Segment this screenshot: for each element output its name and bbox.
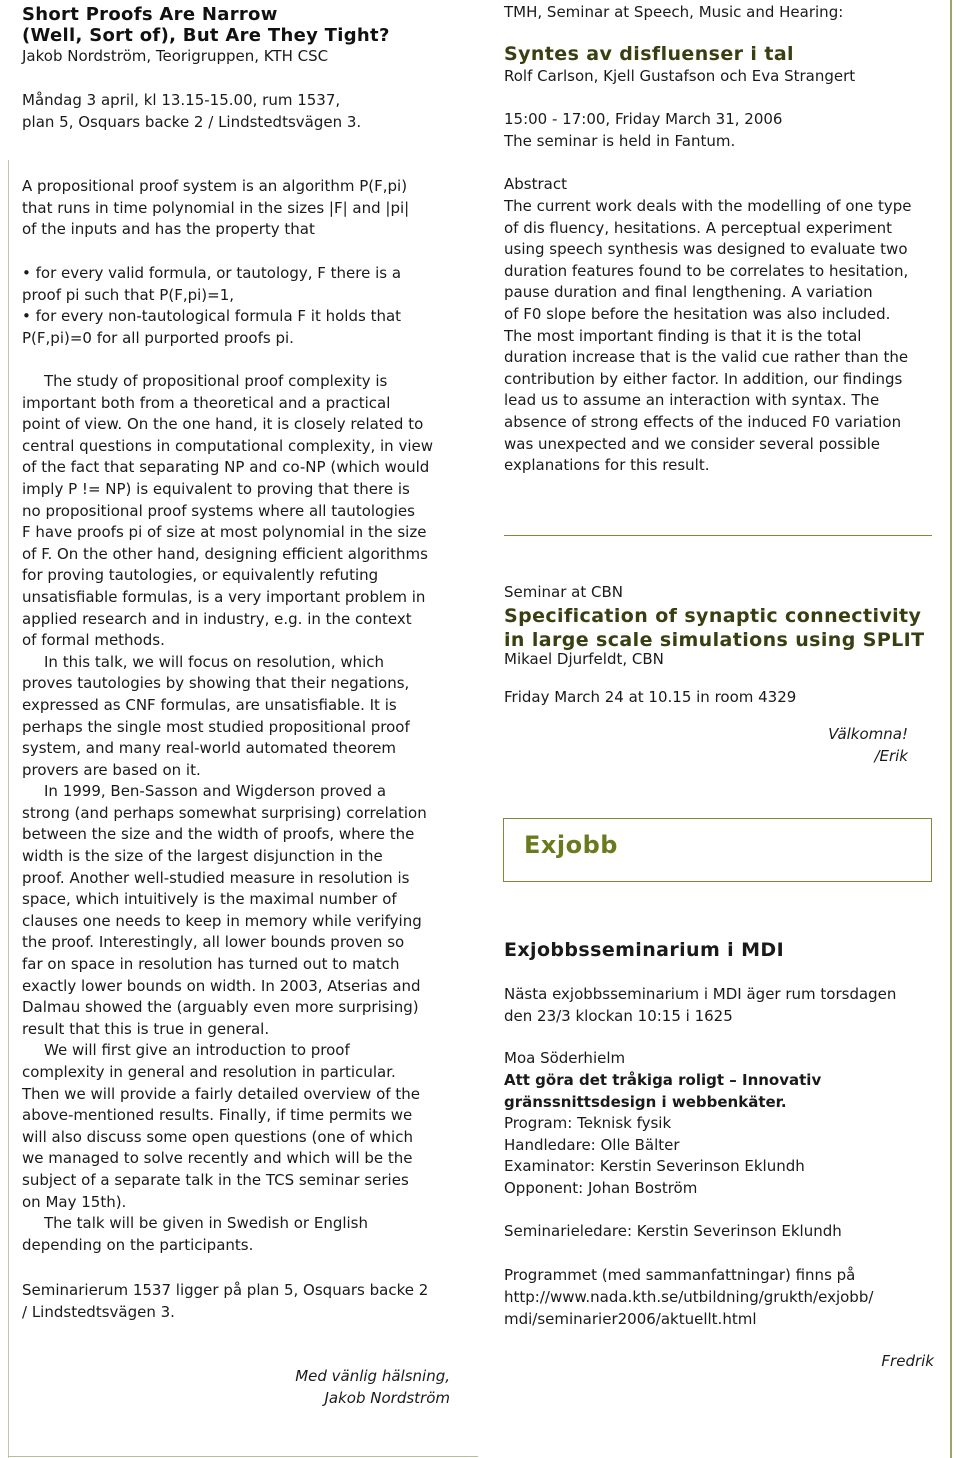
talk-title-line-2: (Well, Sort of), But Are They Tight? <box>22 25 390 46</box>
intro-paragraph <box>22 176 462 241</box>
opponent-line: Opponent: Johan Boström <box>504 1178 698 1197</box>
text-line: of dis fluency, hesitations. A perceptual experiment <box>504 218 893 237</box>
bottom-border-rule <box>8 1456 478 1457</box>
cbn-title-line-2: in large scale simulations using SPLIT <box>504 629 925 651</box>
talk-author: Jakob Nordström, Teorigruppen, KTH CSC <box>22 47 329 65</box>
text-line: The study of propositional proof complexity is <box>44 372 388 390</box>
text-line: clauses one needs to keep in memory while verifying <box>22 911 422 930</box>
text-line: width is the size of the largest disjunction in the <box>22 847 383 866</box>
text-line: proof. Another well-studied measure in resolution is <box>22 868 410 887</box>
text-line: strong (and perhaps somewhat surprising) correlation <box>22 803 427 822</box>
section-divider <box>504 535 932 536</box>
text-line: den 23/3 klockan 10:15 i 1625 <box>504 1006 733 1025</box>
talk-where: plan 5, Osquars backe 2 / Lindstedtsvägen 3. <box>22 113 362 131</box>
url-line-2[interactable]: mdi/seminarier2006/aktuellt.html <box>504 1309 757 1328</box>
text-line: no propositional proof systems where all tautologies <box>22 501 415 520</box>
text-line: depending on the participants. <box>22 1235 254 1254</box>
text-line: proves tautologies by showing that their negations, <box>22 674 410 693</box>
url-line-1[interactable]: http://www.nada.kth.se/utbildning/grukth/exjobb/ <box>504 1288 874 1306</box>
text-line: of F0 slope before the hesitation was also included. <box>504 304 891 323</box>
supervisor-line: Handledare: Olle Bälter <box>504 1135 680 1154</box>
text-line: / Lindstedtsvägen 3. <box>22 1302 175 1321</box>
exjobb-heading: Exjobb <box>524 831 618 859</box>
abstract-label: Abstract <box>504 175 567 193</box>
seminar-leader: Seminarieledare: Kerstin Severinson Eklundh <box>504 1222 842 1240</box>
student-name: Moa Söderhielm <box>504 1049 626 1067</box>
text-line: Nästa exjobbsseminarium i MDI äger rum torsdagen <box>504 985 897 1003</box>
text-line: using speech synthesis was designed to evaluate two <box>504 240 908 259</box>
bullet-item-1: • for every valid formula, or tautology, F there is a <box>22 264 402 282</box>
text-line: F have proofs pi of size at most polynomial in the size <box>22 523 427 542</box>
location-note <box>22 1280 462 1323</box>
thesis-title-line-1: Att göra det tråkiga roligt – Innovativ <box>504 1071 822 1089</box>
text-line: In 1999, Ben-Sasson and Wigderson proved a <box>44 782 387 801</box>
text-line: perhaps the single most studied propositional proof <box>22 717 410 736</box>
text-line: The talk will be given in Swedish or English <box>44 1214 369 1233</box>
text-line: exactly lower bounds on width. In 2003, Atserias and <box>22 976 421 995</box>
text-line: The current work deals with the modelling of one type <box>504 197 912 215</box>
right-border-rule <box>950 0 952 1458</box>
tmh-header: TMH, Seminar at Speech, Music and Hearing: <box>504 3 844 21</box>
bullet-item-2-cont: P(F,pi)=0 for all purported proofs pi. <box>22 328 294 347</box>
text-line: that runs in time polynomial in the sizes |F| and |pi| <box>22 198 410 217</box>
cbn-title-line-1: Specification of synaptic connectivity <box>504 605 922 627</box>
cbn-title <box>504 604 934 652</box>
text-line: complexity in general and resolution in particular. <box>22 1063 396 1081</box>
text-line: of F. On the other hand, designing efficient algorithms <box>22 544 428 563</box>
text-line: central questions in computational complexity, in view <box>22 436 433 455</box>
paragraph-5 <box>22 1213 462 1256</box>
tmh-authors: Rolf Carlson, Kjell Gustafson och Eva Strangert <box>504 67 856 85</box>
text-line: contribution by either factor. In addition, our findings <box>504 369 903 388</box>
mdi-intro <box>504 984 934 1027</box>
text-line: point of view. On the one hand, it is closely related to <box>22 415 424 434</box>
welcome-signature: /Erik <box>874 747 908 765</box>
text-line: Dalmau showed the (arguably even more surprising) <box>22 998 419 1017</box>
text-line: far on space in resolution has turned out to match <box>22 955 400 974</box>
paragraph-2 <box>22 652 462 782</box>
tmh-place: The seminar is held in Fantum. <box>504 132 736 150</box>
text-line: subject of a separate talk in the TCS seminar series <box>22 1170 409 1189</box>
text-line: between the size and the width of proofs, where the <box>22 825 415 844</box>
text-line: of formal methods. <box>22 631 165 650</box>
program-line: Program: Teknisk fysik <box>504 1114 672 1132</box>
talk-when: Måndag 3 april, kl 13.15-15.00, rum 1537, <box>22 91 341 109</box>
text-line: lead us to assume an interaction with syntax. The <box>504 391 880 410</box>
text-line: pause duration and final lengthening. A variation <box>504 283 873 302</box>
paragraph-1 <box>22 371 462 652</box>
programme-note: Programmet (med sammanfattningar) finns på <box>504 1266 856 1284</box>
signoff-greeting: Med vänlig hälsning, <box>295 1367 450 1385</box>
exjobb-box <box>503 818 932 882</box>
text-line: of the inputs and has the property that <box>22 220 315 239</box>
tmh-time: 15:00 - 17:00, Friday March 31, 2006 <box>504 110 783 128</box>
thesis-details <box>504 1113 934 1199</box>
text-line: of the fact that separating NP and co-NP (which would <box>22 458 430 477</box>
text-line: duration features found to be correlates to hesitation, <box>504 261 909 280</box>
text-line: The most important finding is that it is the total <box>504 326 862 345</box>
abstract-text <box>504 196 934 477</box>
tmh-title: Syntes av disfluenser i tal <box>504 43 794 65</box>
text-line: was unexpected and we consider several possible <box>504 434 881 453</box>
text-line: we managed to solve recently and which will be the <box>22 1149 413 1168</box>
text-line: In this talk, we will focus on resolution, which <box>44 652 385 671</box>
welcome-text: Välkomna! <box>828 725 908 743</box>
text-line: applied research and in industry, e.g. in the context <box>22 609 412 628</box>
paragraph-3 <box>22 781 462 1040</box>
mdi-title: Exjobbsseminarium i MDI <box>504 939 785 961</box>
bullet-list <box>22 263 462 349</box>
text-line: Seminarierum 1537 ligger på plan 5, Osquars backe 2 <box>22 1281 429 1299</box>
text-line: the proof. Interestingly, all lower bounds proven so <box>22 933 405 952</box>
bullet-item-1-cont: proof pi such that P(F,pi)=1, <box>22 285 235 304</box>
text-line: imply P != NP) is equivalent to proving that there is <box>22 479 410 498</box>
cbn-header: Seminar at CBN <box>504 583 623 601</box>
text-line: absence of strong effects of the induced F0 variation <box>504 412 902 431</box>
thesis-title <box>504 1070 934 1113</box>
text-line: unsatisfiable formulas, is a very important problem in <box>22 587 426 606</box>
text-line: for proving tautologies, or equivalently refuting <box>22 566 379 585</box>
text-line: above-mentioned results. Finally, if time permits we <box>22 1106 413 1125</box>
talk-title <box>22 4 390 46</box>
body-text <box>22 371 462 1256</box>
examiner-line: Examinator: Kerstin Severinson Eklundh <box>504 1157 805 1176</box>
text-line: space, which intuitively is the maximal number of <box>22 890 397 909</box>
text-line: We will first give an introduction to proof <box>44 1041 350 1060</box>
programme-url <box>504 1287 934 1330</box>
signoff-name: Jakob Nordström <box>324 1388 450 1407</box>
signoff <box>22 1366 450 1409</box>
left-border-rule <box>8 160 9 1458</box>
text-line: duration increase that is the valid cue rather than the <box>504 348 909 367</box>
text-line: system, and many real-world automated theorem <box>22 739 397 758</box>
paragraph-4 <box>22 1040 462 1213</box>
text-line: on May 15th). <box>22 1192 127 1211</box>
cbn-time: Friday March 24 at 10.15 in room 4329 <box>504 688 797 706</box>
text-line: A propositional proof system is an algorithm P(F,pi) <box>22 177 408 195</box>
text-line: will also discuss some open questions (one of which <box>22 1127 413 1146</box>
cbn-author: Mikael Djurfeldt, CBN <box>504 650 664 668</box>
text-line: provers are based on it. <box>22 760 201 779</box>
final-signature: Fredrik <box>881 1352 934 1370</box>
bullet-item-2: • for every non-tautological formula F it holds that <box>22 307 402 326</box>
text-line: important both from a theoretical and a practical <box>22 393 391 412</box>
thesis-title-line-2: gränssnittsdesign i webbenkäter. <box>504 1092 787 1111</box>
talk-title-line-1: Short Proofs Are Narrow <box>22 4 278 25</box>
text-line: result that this is true in general. <box>22 1019 270 1038</box>
text-line: explanations for this result. <box>504 456 710 475</box>
text-line: expressed as CNF formulas, are unsatisfiable. It is <box>22 695 397 714</box>
text-line: Then we will provide a fairly detailed overview of the <box>22 1084 420 1103</box>
